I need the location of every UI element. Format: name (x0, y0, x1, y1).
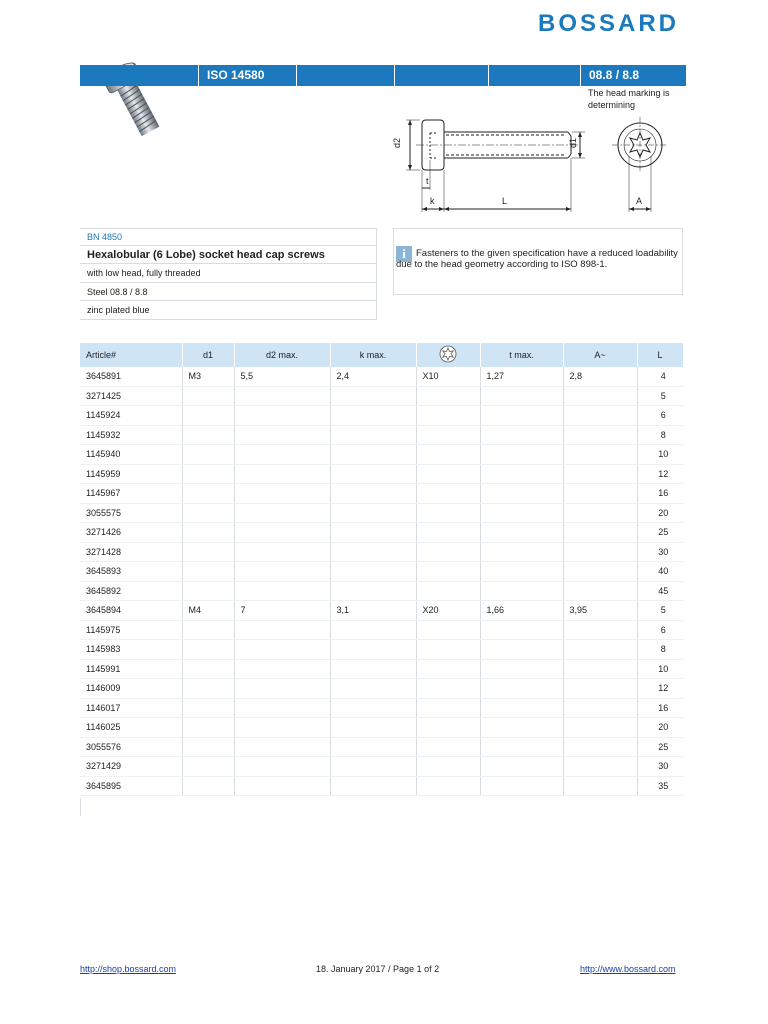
table-cell (234, 464, 330, 484)
footer-left (80, 964, 176, 974)
table-cell: 1145959 (80, 464, 182, 484)
table-cell (416, 386, 480, 406)
table-cell (330, 581, 416, 601)
table-cell (182, 698, 234, 718)
table-cell (182, 620, 234, 640)
table-cell (563, 581, 637, 601)
hexalobular-drive-icon (439, 345, 457, 363)
table-row (80, 776, 683, 796)
table-cell (480, 640, 563, 660)
table-cell (182, 503, 234, 523)
table-cell: 3645895 (80, 776, 182, 796)
table-cell: 10 (637, 445, 683, 465)
table-cell (563, 406, 637, 426)
table-cell (234, 386, 330, 406)
table-cell (330, 679, 416, 699)
notice-text: Fasteners to the given specification have a reduced loadability due to the head geometry according to ISO 898-1. (396, 248, 678, 270)
table-cell (480, 562, 563, 582)
title-bar (80, 65, 686, 86)
table-cell: 1145924 (80, 406, 182, 426)
table-cell (480, 620, 563, 640)
table-cell (480, 698, 563, 718)
table-cell: 35 (637, 776, 683, 796)
table-row (80, 718, 683, 738)
website-link[interactable]: http://www.bossard.com (580, 964, 676, 974)
table-cell (234, 523, 330, 543)
table-row (80, 523, 683, 543)
table-cell: 8 (637, 640, 683, 660)
table-cell: 3271428 (80, 542, 182, 562)
table-cell (480, 484, 563, 504)
col-header-a: A~ (563, 343, 637, 367)
product-material: Steel 08.8 / 8.8 (80, 283, 376, 301)
table-cell (480, 445, 563, 465)
table-cell (182, 581, 234, 601)
table-cell: 16 (637, 698, 683, 718)
table-cell (330, 523, 416, 543)
table-cell (416, 503, 480, 523)
table-cell (330, 776, 416, 796)
table-cell: 1145967 (80, 484, 182, 504)
table-cell (182, 445, 234, 465)
table-cell: 3,95 (563, 601, 637, 621)
table-row (80, 581, 683, 601)
table-cell (234, 542, 330, 562)
table-row (80, 659, 683, 679)
table-cell (563, 484, 637, 504)
table-cell (182, 776, 234, 796)
table-cell (234, 659, 330, 679)
table-cell (182, 464, 234, 484)
table-cell: 2,4 (330, 367, 416, 386)
table-cell (234, 737, 330, 757)
table-cell: 3271429 (80, 757, 182, 777)
table-cell: 8 (637, 425, 683, 445)
table-cell (234, 679, 330, 699)
info-icon: i (396, 246, 412, 262)
table-cell: 12 (637, 679, 683, 699)
table-cell (563, 542, 637, 562)
standard-label: ISO 14580 (198, 65, 288, 86)
table-cell (234, 503, 330, 523)
table-row (80, 464, 683, 484)
table-cell (182, 640, 234, 660)
shop-link[interactable]: http://shop.bossard.com (80, 964, 177, 974)
table-cell (330, 386, 416, 406)
table-cell (416, 640, 480, 660)
table-cell: 1145991 (80, 659, 182, 679)
table-cell (182, 425, 234, 445)
bar-cell-empty-1 (296, 65, 396, 86)
table-row (80, 445, 683, 465)
table-cell (182, 523, 234, 543)
table-end-line (80, 798, 81, 816)
table-cell (330, 757, 416, 777)
table-cell (416, 406, 480, 426)
table-cell (480, 718, 563, 738)
dim-label-d1: d1 (568, 137, 578, 148)
table-cell: 40 (637, 562, 683, 582)
table-row (80, 542, 683, 562)
table-cell: 6 (637, 620, 683, 640)
table-cell (182, 542, 234, 562)
table-cell (234, 620, 330, 640)
table-cell: 1146009 (80, 679, 182, 699)
table-row (80, 367, 683, 386)
table-cell (416, 581, 480, 601)
table-cell: 3055576 (80, 737, 182, 757)
table-cell (563, 718, 637, 738)
table-cell (182, 679, 234, 699)
table-cell (480, 659, 563, 679)
table-cell (416, 562, 480, 582)
table-cell: 30 (637, 542, 683, 562)
table-cell: 5 (637, 386, 683, 406)
table-cell (563, 757, 637, 777)
product-bn: BN 4850 (80, 229, 376, 246)
table-cell (182, 659, 234, 679)
footer-date-page: 18. January 2017 / Page 1 of 2 (316, 964, 440, 974)
table-cell: 16 (637, 484, 683, 504)
table-row (80, 484, 683, 504)
table-row (80, 406, 683, 426)
table-row (80, 386, 683, 406)
table-cell (416, 698, 480, 718)
dim-label-d2: d2 (392, 137, 402, 148)
table-cell (563, 776, 637, 796)
table-cell (416, 757, 480, 777)
table-cell: 1145983 (80, 640, 182, 660)
table-cell: 7 (234, 601, 330, 621)
table-cell: 4 (637, 367, 683, 386)
footer-right (580, 964, 676, 974)
table-cell (563, 425, 637, 445)
table-cell: 45 (637, 581, 683, 601)
table-cell (330, 698, 416, 718)
table-cell (234, 718, 330, 738)
col-header-d2: d2 max. (234, 343, 330, 367)
table-cell (234, 640, 330, 660)
table-cell: 3271425 (80, 386, 182, 406)
table-cell (563, 679, 637, 699)
table-cell (416, 776, 480, 796)
table-cell: M4 (182, 601, 234, 621)
table-cell: 10 (637, 659, 683, 679)
table-cell (182, 562, 234, 582)
table-cell (416, 737, 480, 757)
table-cell (234, 776, 330, 796)
table-cell: 12 (637, 464, 683, 484)
table-cell (563, 640, 637, 660)
table-cell (416, 464, 480, 484)
col-header-drive (416, 343, 480, 367)
table-row (80, 698, 683, 718)
table-cell (480, 679, 563, 699)
table-cell (480, 757, 563, 777)
table-cell (330, 737, 416, 757)
table-cell (182, 406, 234, 426)
table-cell (480, 464, 563, 484)
table-cell: 25 (637, 523, 683, 543)
table-cell (234, 484, 330, 504)
table-row (80, 562, 683, 582)
table-cell (563, 503, 637, 523)
col-header-t: t max. (480, 343, 563, 367)
table-cell (416, 679, 480, 699)
col-header-l: L (637, 343, 683, 367)
dim-label-t: t (426, 176, 429, 186)
table-cell: 3645893 (80, 562, 182, 582)
table-cell (234, 445, 330, 465)
technical-drawing (390, 108, 685, 216)
dim-label-k: k (430, 196, 435, 206)
table-cell (330, 562, 416, 582)
table-cell: X10 (416, 367, 480, 386)
table-cell (234, 562, 330, 582)
table-row (80, 640, 683, 660)
table-cell: 25 (637, 737, 683, 757)
col-header-k: k max. (330, 343, 416, 367)
table-cell (480, 386, 563, 406)
table-cell: 1,27 (480, 367, 563, 386)
table-row (80, 503, 683, 523)
table-cell (480, 581, 563, 601)
table-cell (563, 659, 637, 679)
table-cell (563, 620, 637, 640)
dim-label-L: L (502, 196, 508, 206)
product-subtitle: with low head, fully threaded (80, 264, 376, 283)
table-cell: 30 (637, 757, 683, 777)
bar-cell-empty-2 (394, 65, 494, 86)
table-cell: 3645892 (80, 581, 182, 601)
table-cell (182, 484, 234, 504)
table-cell (416, 620, 480, 640)
table-cell (330, 620, 416, 640)
table-cell (480, 425, 563, 445)
table-row (80, 757, 683, 777)
table-cell (330, 445, 416, 465)
table-cell: 3271426 (80, 523, 182, 543)
table-cell (330, 464, 416, 484)
table-cell (234, 698, 330, 718)
table-cell (330, 425, 416, 445)
table-cell: 3645894 (80, 601, 182, 621)
table-cell (330, 503, 416, 523)
table-cell: 3645891 (80, 367, 182, 386)
col-header-article: Article# (80, 343, 182, 367)
table-cell (563, 698, 637, 718)
table-cell (480, 776, 563, 796)
table-cell (416, 542, 480, 562)
table-cell (182, 737, 234, 757)
table-cell (330, 659, 416, 679)
product-finish: zinc plated blue (80, 301, 376, 320)
table-cell: 20 (637, 503, 683, 523)
grade-label: 08.8 / 8.8 (580, 65, 686, 86)
table-cell (563, 464, 637, 484)
table-cell (330, 542, 416, 562)
table-cell: 3,1 (330, 601, 416, 621)
table-cell: X20 (416, 601, 480, 621)
table-cell (330, 640, 416, 660)
table-header-row (80, 343, 683, 367)
table-row (80, 425, 683, 445)
bar-cell-empty-3 (488, 65, 588, 86)
table-row (80, 679, 683, 699)
table-cell: 1,66 (480, 601, 563, 621)
table-cell (234, 406, 330, 426)
dim-label-A: A (636, 196, 643, 206)
table-cell (182, 718, 234, 738)
table-cell: 20 (637, 718, 683, 738)
table-cell (234, 425, 330, 445)
product-title: Hexalobular (6 Lobe) socket head cap screws (80, 246, 376, 264)
table-cell: 5,5 (234, 367, 330, 386)
table-cell: 2,8 (563, 367, 637, 386)
bossard-logo: BOSSARD (538, 10, 680, 37)
table-cell (234, 581, 330, 601)
table-cell: 1146025 (80, 718, 182, 738)
table-cell (416, 523, 480, 543)
table-cell (182, 386, 234, 406)
table-cell (330, 718, 416, 738)
table-cell (563, 562, 637, 582)
table-cell (416, 445, 480, 465)
table-cell (480, 737, 563, 757)
table-cell (563, 523, 637, 543)
table-cell (563, 386, 637, 406)
table-row (80, 620, 683, 640)
table-cell (480, 406, 563, 426)
table-row (80, 601, 683, 621)
table-cell (330, 406, 416, 426)
table-cell (480, 503, 563, 523)
table-cell: M3 (182, 367, 234, 386)
table-cell: 1145975 (80, 620, 182, 640)
table-cell (416, 659, 480, 679)
table-cell (480, 542, 563, 562)
table-cell (416, 425, 480, 445)
col-header-d1: d1 (182, 343, 234, 367)
table-cell: 1145940 (80, 445, 182, 465)
table-cell (234, 757, 330, 777)
head-marking-note: The head marking is determining (588, 88, 670, 110)
table-cell (416, 718, 480, 738)
table-cell (416, 484, 480, 504)
table-cell (182, 757, 234, 777)
table-cell: 6 (637, 406, 683, 426)
table-cell: 1146017 (80, 698, 182, 718)
table-cell: 5 (637, 601, 683, 621)
table-row (80, 737, 683, 757)
table-cell: 1145932 (80, 425, 182, 445)
table-cell (480, 523, 563, 543)
table-cell (563, 445, 637, 465)
table-cell (330, 484, 416, 504)
table-cell: 3055575 (80, 503, 182, 523)
table-cell (563, 737, 637, 757)
article-table (80, 343, 684, 796)
